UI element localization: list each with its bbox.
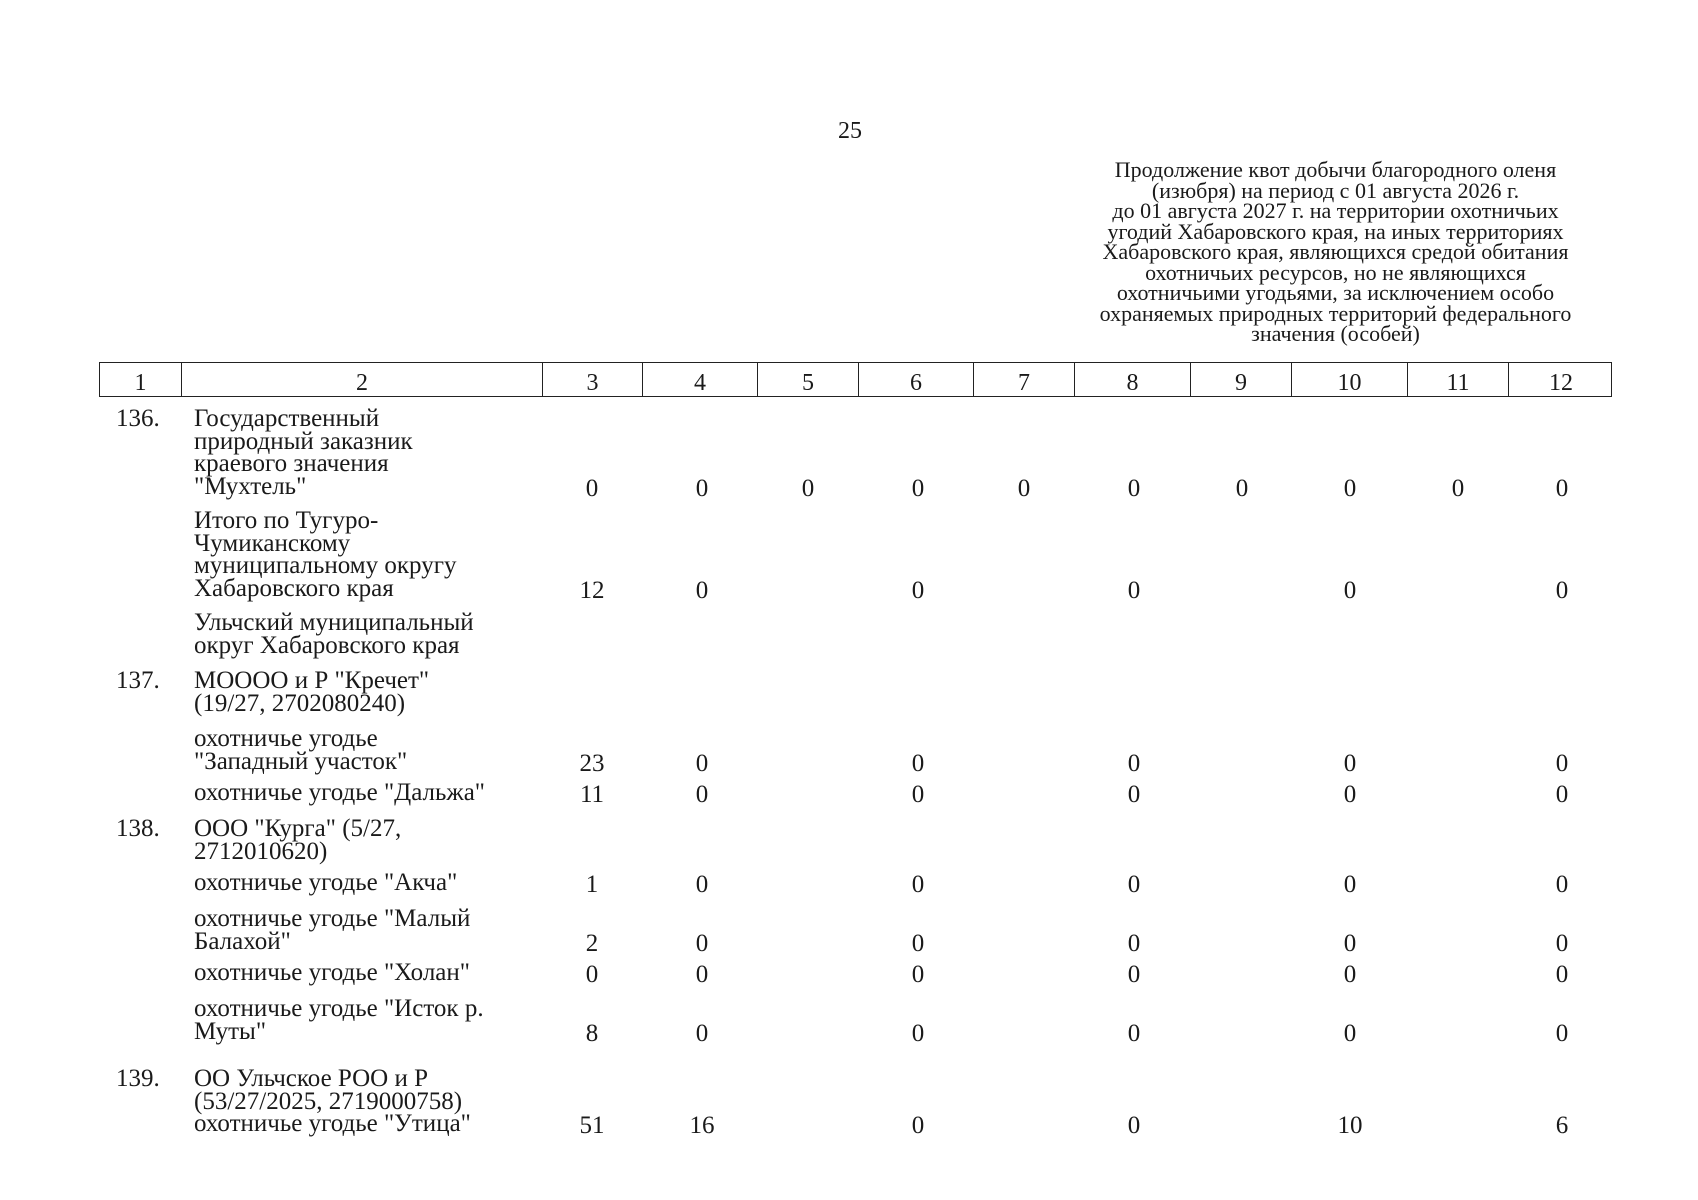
row-name-line: (19/27, 2702080240) xyxy=(194,689,406,717)
row-name xyxy=(194,995,554,1045)
value-col-6: 0 xyxy=(911,929,925,957)
value-col-6: 0 xyxy=(911,871,925,898)
row-name-line: краевого значения xyxy=(194,450,389,477)
value-col-4: 0 xyxy=(695,576,709,604)
value-col-3: 0 xyxy=(585,474,599,502)
value-col-3: 23 xyxy=(579,749,605,777)
row-name-line: 2712010620) xyxy=(194,837,328,865)
row-name-line: (53/27/2025, 2719000758) xyxy=(194,1087,463,1115)
row-name xyxy=(194,869,554,896)
column-header: 8 xyxy=(1075,363,1191,396)
value-col-4: 0 xyxy=(695,929,709,957)
value-col-10: 0 xyxy=(1343,576,1357,604)
column-header: 5 xyxy=(758,363,859,396)
column-header: 1 xyxy=(100,363,182,396)
value-col-8: 0 xyxy=(1127,1112,1141,1139)
value-col-11: 0 xyxy=(1451,474,1465,502)
value-col-12: 0 xyxy=(1555,929,1569,957)
value-col-12: 6 xyxy=(1555,1112,1569,1139)
title-line: охотничьими угодьями, за исключением особо xyxy=(1116,280,1555,305)
value-col-4: 0 xyxy=(695,474,709,502)
row-name-line: ОО Ульчское РОО и Р xyxy=(194,1065,429,1092)
row-number: 139. xyxy=(116,1065,160,1092)
value-col-10: 10 xyxy=(1337,1112,1363,1139)
row-name xyxy=(194,779,554,806)
title-line: Хабаровского края, являющихся средой обитания xyxy=(1102,239,1569,264)
value-col-12: 0 xyxy=(1555,576,1569,604)
value-col-6: 0 xyxy=(911,474,925,502)
column-header: 12 xyxy=(1549,370,1573,396)
value-col-6: 0 xyxy=(911,576,925,604)
row-name-line: "Западный участок" xyxy=(194,747,408,775)
value-col-10: 0 xyxy=(1343,749,1357,777)
row-name xyxy=(194,815,554,865)
row-name xyxy=(194,1065,554,1137)
value-col-4: 16 xyxy=(689,1112,715,1139)
row-name xyxy=(194,609,554,659)
column-header: 9 xyxy=(1191,363,1292,396)
row-name-line: охотничье угодье "Исток р. xyxy=(194,995,484,1022)
row-number: 138. xyxy=(116,815,160,842)
value-col-3: 2 xyxy=(585,929,599,957)
title-line: угодий Хабаровского края, на иных территориях xyxy=(1107,218,1564,244)
row-name-line: охотничье угодье "Холан" xyxy=(194,959,470,986)
row-name-line: охотничье угодье "Малый xyxy=(194,905,471,932)
value-col-10: 0 xyxy=(1343,781,1357,808)
value-col-12: 0 xyxy=(1555,871,1569,898)
value-col-5: 0 xyxy=(801,474,815,502)
row-name xyxy=(194,959,554,986)
value-col-4: 0 xyxy=(695,781,709,808)
column-header: 6 xyxy=(859,363,974,396)
page-number: 25 xyxy=(838,118,862,144)
row-name-line: охотничье угодье "Утица" xyxy=(194,1110,471,1137)
row-name xyxy=(194,667,554,717)
value-col-3: 11 xyxy=(579,781,605,808)
value-col-6: 0 xyxy=(911,1019,925,1047)
value-col-8: 0 xyxy=(1127,1019,1141,1047)
value-col-6: 0 xyxy=(911,749,925,777)
value-col-10: 0 xyxy=(1343,474,1357,502)
row-name-line: муниципальному округу xyxy=(194,552,457,579)
value-col-8: 0 xyxy=(1127,929,1141,957)
row-name-line: Ульчский муниципальный xyxy=(194,609,474,636)
value-col-3: 51 xyxy=(579,1112,605,1139)
value-col-8: 0 xyxy=(1127,961,1141,988)
value-col-8: 0 xyxy=(1127,749,1141,777)
row-name-line: охотничье угодье "Дальжа" xyxy=(194,779,486,806)
row-name-line: ООО "Курга" (5/27, xyxy=(194,815,402,842)
value-col-8: 0 xyxy=(1127,576,1141,604)
title-line: охотничьих ресурсов, но не являющихся xyxy=(1145,259,1526,285)
title-line: значения (особей) xyxy=(1251,321,1420,346)
column-header: 10 xyxy=(1292,363,1408,396)
value-col-9: 0 xyxy=(1235,474,1249,502)
value-col-12: 0 xyxy=(1555,474,1569,502)
row-name xyxy=(194,507,554,602)
value-col-12: 0 xyxy=(1555,749,1569,777)
value-col-3: 12 xyxy=(579,576,605,604)
value-col-10: 0 xyxy=(1343,1019,1357,1047)
row-number: 136. xyxy=(116,405,160,432)
value-col-8: 0 xyxy=(1127,781,1141,808)
title-line: до 01 августа 2027 г. на территории охотничьих xyxy=(1112,198,1559,223)
column-header: 2 xyxy=(182,363,543,396)
value-col-10: 0 xyxy=(1343,961,1357,988)
value-col-4: 0 xyxy=(695,961,709,988)
column-header: 11 xyxy=(1408,363,1509,396)
row-name-line: Чумиканскому xyxy=(194,529,351,557)
value-col-4: 0 xyxy=(695,749,709,777)
row-name xyxy=(194,405,554,500)
title-line: охраняемых природных территорий федерального xyxy=(1099,300,1572,326)
value-col-12: 0 xyxy=(1555,961,1569,988)
title-line: Продолжение квот добычи благородного оленя xyxy=(1114,157,1557,182)
value-col-7: 0 xyxy=(1017,474,1031,502)
value-col-8: 0 xyxy=(1127,474,1141,502)
column-header: 3 xyxy=(543,363,643,396)
column-header: 4 xyxy=(643,363,758,396)
row-name xyxy=(194,725,554,775)
row-name xyxy=(194,905,554,955)
continuation-title xyxy=(1048,157,1623,346)
value-col-3: 1 xyxy=(585,871,599,898)
value-col-12: 0 xyxy=(1555,1019,1569,1047)
row-name-line: природный заказник xyxy=(194,427,413,455)
value-col-4: 0 xyxy=(695,871,709,898)
row-number: 137. xyxy=(116,667,160,694)
row-name-line: Муты" xyxy=(194,1017,267,1045)
row-name-line: охотничье угодье xyxy=(194,725,378,752)
value-col-10: 0 xyxy=(1343,871,1357,898)
title-line: (изюбря) на период с 01 августа 2026 г. xyxy=(1151,177,1520,203)
row-name-line: охотничье угодье "Акча" xyxy=(194,869,458,896)
row-name-line: Итого по Тугуро- xyxy=(194,507,379,534)
value-col-12: 0 xyxy=(1555,781,1569,808)
table-header-row xyxy=(99,362,1612,397)
column-header: 7 xyxy=(974,363,1075,396)
value-col-6: 0 xyxy=(911,781,925,808)
row-name-line: "Мухтель" xyxy=(194,472,307,500)
value-col-3: 8 xyxy=(585,1019,599,1047)
value-col-6: 0 xyxy=(911,1112,925,1139)
row-name-line: Хабаровского края xyxy=(194,574,394,602)
row-name-line: округ Хабаровского края xyxy=(194,631,460,659)
row-name-line: Балахой" xyxy=(194,927,291,955)
value-col-4: 0 xyxy=(695,1019,709,1047)
row-name-line: Государственный xyxy=(194,405,380,432)
value-col-10: 0 xyxy=(1343,929,1357,957)
row-name-line: МОООО и Р "Кречет" xyxy=(194,667,430,694)
value-col-3: 0 xyxy=(585,961,599,988)
value-col-6: 0 xyxy=(911,961,925,988)
value-col-8: 0 xyxy=(1127,871,1141,898)
